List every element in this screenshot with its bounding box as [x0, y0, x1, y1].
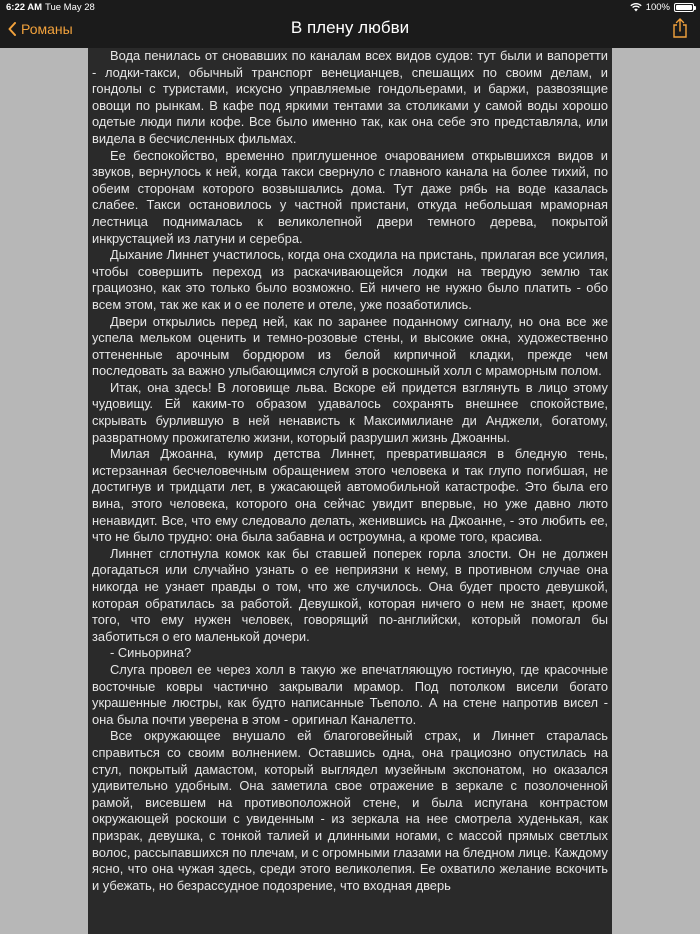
status-indicators	[630, 2, 694, 13]
top-bar	[0, 0, 700, 48]
reading-page[interactable]	[88, 48, 612, 934]
back-button[interactable]	[8, 21, 73, 37]
paragraph: Итак, она здесь! В логовище льва. Вскоре ей придется взглянуть в лицо этому чудовищу. Ей каким-то образом удавалось сохранять внешнее спокойствие, скрывать бурлившую в ней ненависть к Максимилиане ди Анджели, богатому, развратному прожигателю жизни, который разрушил жизнь Джоанны.	[92, 379, 608, 445]
battery-percent: 100%	[645, 2, 670, 13]
paragraph: Все окружающее внушало ей благоговейный страх, и Линнет старалась справиться со своим волнением. Оставшись одна, она грациозно опустилась на стул, покрытый дамастом, который выглядел музейным экспонатом, но оказался удивительно удобным. Она заметила свое отражение в зеркале с позолоченной рамой, висевшем на противоположной стене, и была испугана контрастом окружающей роскоши с увиденным - из зеркала на нее смотрела худенькая, как призрак, девушка, с тонкой талией и длинными ногами, с массой прямых светлых волос, рассыпавшихся по плечам, и с огромными глазами на бледном лице. Каждому ясно, что она чужая здесь, среди этого великолепия. Ее охватило желание вскочить и убежать, но безрассудное подозрение, что входная дверь	[92, 728, 608, 893]
book-text	[88, 48, 612, 894]
paragraph: Вода пенилась от сновавших по каналам всех видов судов: тут были и вапоретти - лодки-такси, обычный транспорт венецианцев, спешащих по своим делам, и гондолы с туристами, искусно управляемые гондольерами, и баржи, развозящие овощи по рынкам. В кафе под яркими тентами за столиками у самой воды хорошо одетые люди пили кофе. Все было именно так, как она себе это представляла, или видела в бесчисленных фильмах.	[92, 48, 608, 146]
paragraph: Двери открылись перед ней, как по заранее поданному сигналу, но она все же успела мельком оценить и темно-розовые стены, и высокие окна, художественно оттененные арочным бордюром из белой кирпичной кладки, прежде чем последовать за важно улыбающимся слугой в роскошный холл с мраморным полом.	[92, 313, 608, 379]
paragraph: Линнет сглотнула комок как бы ставшей поперек горла злости. Он не должен догадаться или случайно узнать о ее неприязни к нему, в противном случае она никогда не узнает правды о том, что же случилось. Она будет просто девушкой, которая обратилась за работой. Девушкой, которая ничего о нем не знает, кроме того, что ему нужен человек, говорящий по-английски, который помогал бы заботиться о его маленькой дочери.	[92, 545, 608, 644]
paragraph: Ее беспокойство, временно приглушенное очарованием открывшихся видов и звуков, вернулось к ней, когда такси свернуло с главного канала на более тихий, по обеим сторонам которого возвышались дома. Тут даже рябь на воде казалась слабее. Такси остановилось у частной пристани, откуда небольшая мраморная лестница поднималась к великолепной двери темного дерева, покрытой инкрустацией из латуни и серебра.	[92, 147, 608, 246]
battery-level	[676, 5, 692, 10]
paragraph: Дыхание Линнет участилось, когда она сходила на пристань, прилагая все усилия, чтобы совершить переход из раскачивающейся лодки на твердую землю так грациозно, как это только было возможно. Ей ничего не нужно было платить - обо всем этом, так же как и о ее полете и отеле, уже позаботились.	[92, 247, 608, 312]
back-label: Романы	[21, 21, 73, 37]
paragraph: Слуга провел ее через холл в такую же впечатляющую гостиную, где красочные восточные ковры частично закрывали мрамор. Под потолком висели богато украшенные люстры, как будто написанные Тьеполо. А на стене напротив висел - она была почти уверена в этом - оригинал Каналетто.	[92, 661, 608, 727]
chevron-left-icon	[8, 22, 16, 36]
paragraph: Милая Джоанна, кумир детства Линнет, превратившаяся в бледную тень, истерзанная бесчеловечным обращением этого человека и так глупо погибшая, не достигнув и тридцати лет, в ужасающей автомобильной катастрофе. Это была его вина, этого человека, которого она сейчас увидит впервые, но уже давно люто ненавидит. Все, что ему следовало делать, женившись на Джоанне, - это любить ее, что не было трудно: она была забавна и остроумна, а кроме того, красива.	[92, 446, 608, 545]
status-time: 6:22 AM	[6, 2, 43, 13]
share-icon	[672, 18, 688, 38]
battery-icon	[674, 3, 694, 12]
page-title: В плену любви	[290, 18, 410, 37]
share-button[interactable]	[672, 18, 688, 43]
status-date: Tue May 28	[45, 2, 95, 13]
wifi-icon	[630, 3, 642, 12]
paragraph: - Синьорина?	[110, 645, 192, 661]
